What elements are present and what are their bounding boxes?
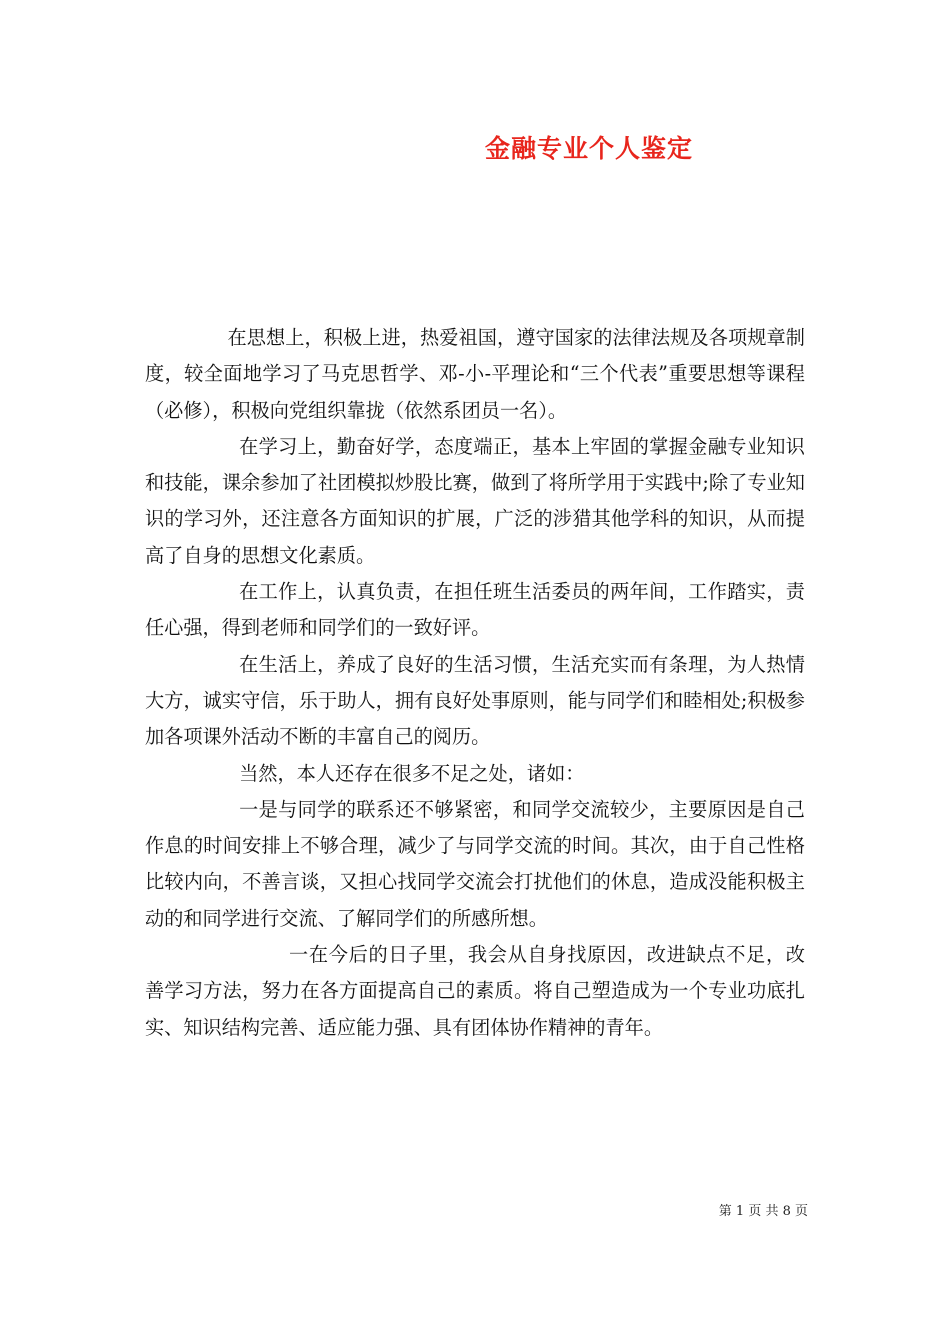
document-title: 金融专业个人鉴定 [484,134,693,163]
paragraph-shortcomings-detail: 一是与同学的联系还不够紧密，和同学交流较少，主要原因是自己作息的时间安排上不够合理，减少了与同学交流的时间。其次，由于自己性格比较内向，不善言谈，又担心找同学交流会打扰他们的休息，造成没能积极主动的和同学进行交流、了解同学们的所感所想。 [145,797,805,930]
paragraph-work: 在工作上，认真负责，在担任班生活委员的两年间，工作踏实，责任心强，得到老师和同学们的一致好评。 [145,580,805,640]
page-number-footer: 第 1 页 共 8 页 [718,1204,808,1219]
paragraph-ideology: 在思想上，积极上进，热爱祖国，遵守国家的法律法规及各项规章制度，较全面地学习了马克思哲学、邓-小-平理论和“三个代表”重要思想等课程（必修），积极向党组织靠拢（依然系团员一名）。 [145,326,805,422]
document-body [145,320,805,1046]
paragraph-life: 在生活上，养成了良好的生活习惯，生活充实而有条理，为人热情大方，诚实守信，乐于助人，拥有良好处事原则，能与同学们和睦相处;积极参加各项课外活动不断的丰富自己的阅历。 [145,652,805,749]
paragraph-study: 在学习上，勤奋好学，态度端正，基本上牢固的掌握金融专业知识和技能，课余参加了社团模拟炒股比赛，做到了将所学用于实践中;除了专业知识的学习外，还注意各方面知识的扩展，广泛的涉猎其他学科的知识，从而提高了自身的思想文化素质。 [145,434,805,567]
paragraph-future-plan: 一在今后的日子里，我会从自身找原因，改进缺点不足，改善学习方法，努力在各方面提高自己的素质。将自己塑造成为一个专业功底扎实、知识结构完善、适应能力强、具有团体协作精神的青年。 [145,943,805,1039]
paragraph-shortcomings-intro: 当然，本人还存在很多不足之处，诸如： [239,761,585,785]
